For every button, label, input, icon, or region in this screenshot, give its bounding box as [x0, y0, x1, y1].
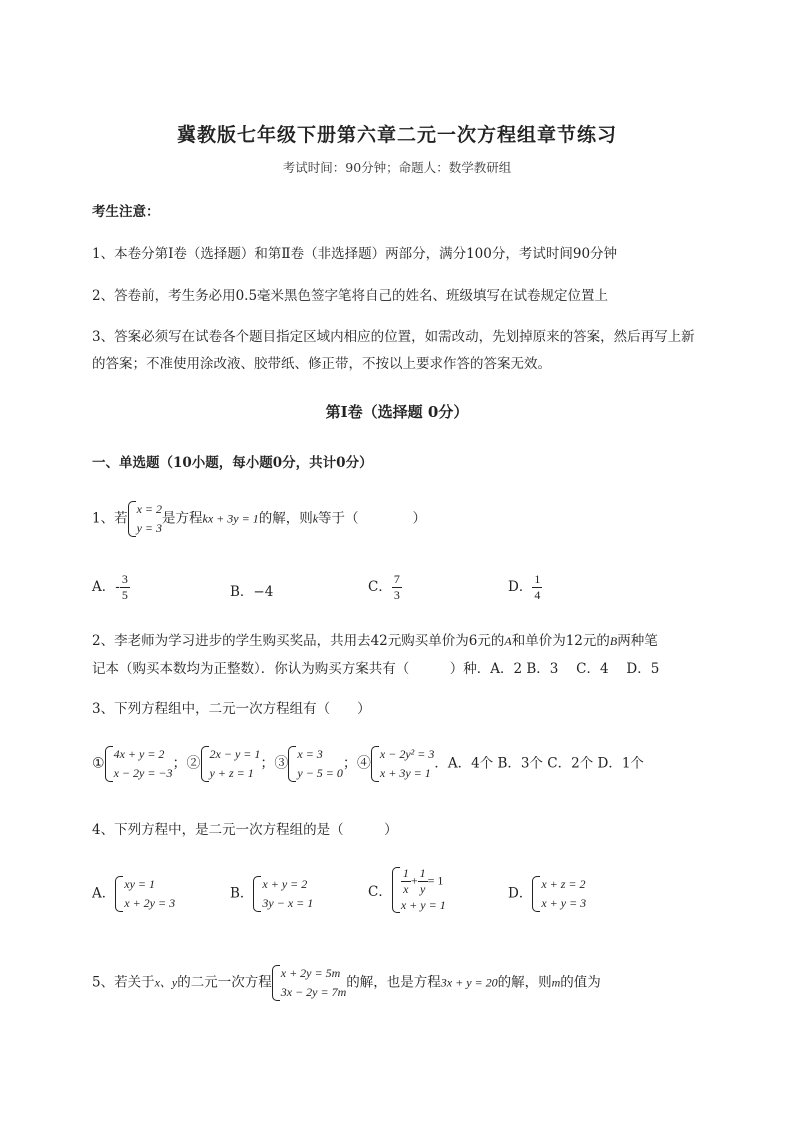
q5-suffix: 的值为: [560, 974, 601, 991]
notice-item-1: 1、本卷分第I卷（选择题）和第Ⅱ卷（非选择题）两部分，满分100分，考试时间90分钟: [92, 246, 618, 262]
q1-sys-row1: x = 2: [136, 502, 163, 516]
q1-option-a-label: A．-: [92, 579, 120, 595]
q3-s3-row1: x = 3: [297, 747, 323, 761]
q4-option-c[interactable]: [368, 866, 446, 914]
q4-c-row1: $\frac{1}{x}$ + $\frac{1}{y}$ = 1: [402, 866, 444, 896]
q3-s1-row1: 4x + y = 2: [113, 747, 165, 761]
part-heading: 一、单选题（10小题，每小题0分，共计0分）: [92, 455, 373, 471]
q4-b-label: B．: [230, 885, 254, 902]
page-title: 冀教版七年级下册第六章二元一次方程组章节练习: [176, 124, 617, 146]
q3-s4-row1: x − 2y² = 3: [379, 747, 435, 761]
q4-b-row1: x + y = 2: [262, 877, 308, 891]
q1-c-den: 3: [393, 588, 400, 602]
q1-option-c-fraction: [392, 572, 402, 603]
q1-option-b[interactable]: B．−4: [230, 584, 274, 600]
q5-sys-row1: x + 2y = 5m: [280, 966, 341, 980]
q3-s2-row2: y + z = 1: [209, 766, 254, 780]
q4-c-eq: = 1: [427, 873, 444, 888]
q1-sys-row2: y = 3: [136, 521, 163, 535]
q1-equation: kx + 3y = 1: [202, 511, 259, 526]
q5-mid3: 的解，则: [497, 974, 552, 991]
q1-d-num: 1: [534, 572, 541, 586]
q2-var-a: A: [504, 634, 512, 648]
q4-a-label: A．: [92, 885, 116, 902]
q4-d-row1: x + z = 2: [541, 877, 586, 891]
question-5: [92, 964, 601, 1002]
q1-d-den: 4: [534, 588, 541, 602]
q1-a-num: 3: [121, 572, 128, 586]
question-1: [92, 500, 426, 538]
q3-system-1: [105, 745, 173, 783]
q3-label-2: ；②: [172, 755, 201, 772]
notice-heading: 考生注意：: [92, 204, 160, 220]
q4-option-a[interactable]: [92, 875, 175, 913]
exam-info: 考试时间：90分钟；命题人：数学教研组: [282, 160, 512, 175]
q1-var: k: [312, 511, 319, 526]
question-2-line-1: [92, 629, 658, 649]
q1-mid1: 是方程: [162, 510, 203, 527]
q2-text-a: 2、李老师为学习进步的学生购买奖品，共用去42元购买单价为6元的: [92, 633, 505, 649]
question-3-systems: [92, 745, 644, 783]
q3-label-4: ；④: [342, 755, 371, 772]
q2-text-b: 和单价为12元的: [511, 633, 610, 649]
q3-system-3: [288, 745, 343, 783]
q4-d-label: D．: [508, 885, 533, 902]
q4-c-system: [392, 866, 446, 914]
q3-label-3: ；③: [260, 755, 289, 772]
q3-label-1: ①: [92, 755, 105, 772]
q1-system: [128, 500, 162, 538]
q4-option-b[interactable]: [230, 875, 313, 913]
q5-vars: x、y: [154, 975, 178, 990]
q1-option-d-fraction: [532, 572, 542, 603]
question-4-stem: 4、下列方程中，是二元一次方程组的是（ ）: [92, 822, 398, 838]
q1-c-num: 7: [393, 572, 400, 586]
section-title: 第I卷（选择题 0分）: [325, 403, 469, 421]
q3-system-2: [201, 745, 261, 783]
q3-s1-row2: x − 2y = −3: [113, 766, 173, 780]
notice-item-2: 2、答卷前，考生务必用0.5毫米黑色签字笔将自己的姓名、班级填写在试卷规定位置上: [92, 288, 609, 304]
q5-equation: 3x + y = 20: [440, 975, 498, 990]
q5-mid1: 的二元一次方程: [177, 974, 272, 991]
q4-b-system: [253, 875, 313, 913]
q1-option-a[interactable]: [92, 572, 130, 603]
q4-d-system: [532, 875, 586, 913]
q2-var-b: B: [609, 634, 618, 648]
q4-a-row2: x + 2y = 3: [124, 896, 176, 910]
q4-d-row2: x + y = 3: [541, 896, 587, 910]
q1-a-den: 5: [121, 588, 128, 602]
q5-sys-row2: 3x − 2y = 7m: [280, 985, 347, 999]
q3-s3-row2: y − 5 = 0: [297, 766, 343, 780]
question-3-stem: 3、下列方程组中，二元一次方程组有（ ）: [92, 701, 371, 717]
q1-prefix: 1、若: [92, 510, 128, 527]
q4-b-row2: 3y − x = 1: [262, 896, 314, 910]
q4-option-d[interactable]: [508, 875, 586, 913]
q4-a-system: [115, 875, 175, 913]
q1-mid2: 的解，则: [258, 510, 313, 527]
q4-c-row2: x + y = 1: [400, 898, 446, 912]
q1-option-c-label: C．: [368, 579, 392, 595]
notice-item-3-cont: 的答案；不准使用涂改液、胶带纸、修正带，不按以上要求作答的答案无效。: [92, 356, 551, 372]
q1-option-a-fraction: [120, 572, 130, 603]
q3-system-4: [371, 745, 434, 783]
q4-a-row1: xy = 1: [124, 877, 155, 891]
q5-system: [272, 964, 347, 1002]
notice-item-3: 3、答案必须写在试卷各个题目指定区域内相应的位置，如需改动，先划掉原来的答案，然后再写上新: [92, 329, 695, 345]
q3-s2-row1: 2x − y = 1: [209, 747, 261, 761]
q1-suffix: 等于（ ）: [318, 510, 427, 527]
q5-prefix: 5、若关于: [92, 974, 155, 991]
q5-var: m: [551, 975, 561, 990]
q1-option-c[interactable]: [368, 572, 402, 603]
q4-c-label: C．: [368, 884, 392, 900]
q2-text-c: 两种笔: [617, 633, 658, 649]
q3-options: ．A．4个 B．3个 C．2个 D．1个: [434, 755, 644, 772]
question-2-line-2: 记本（购买本数均为正整数）．你认为购买方案共有（ ）种．A．2 B．3 C．4 D．5: [92, 661, 660, 677]
q1-option-d[interactable]: [508, 572, 542, 603]
q3-s4-row2: x + 3y = 1: [379, 766, 431, 780]
q5-mid2: 的解，也是方程: [346, 974, 441, 991]
q1-option-d-label: D．: [508, 579, 533, 595]
